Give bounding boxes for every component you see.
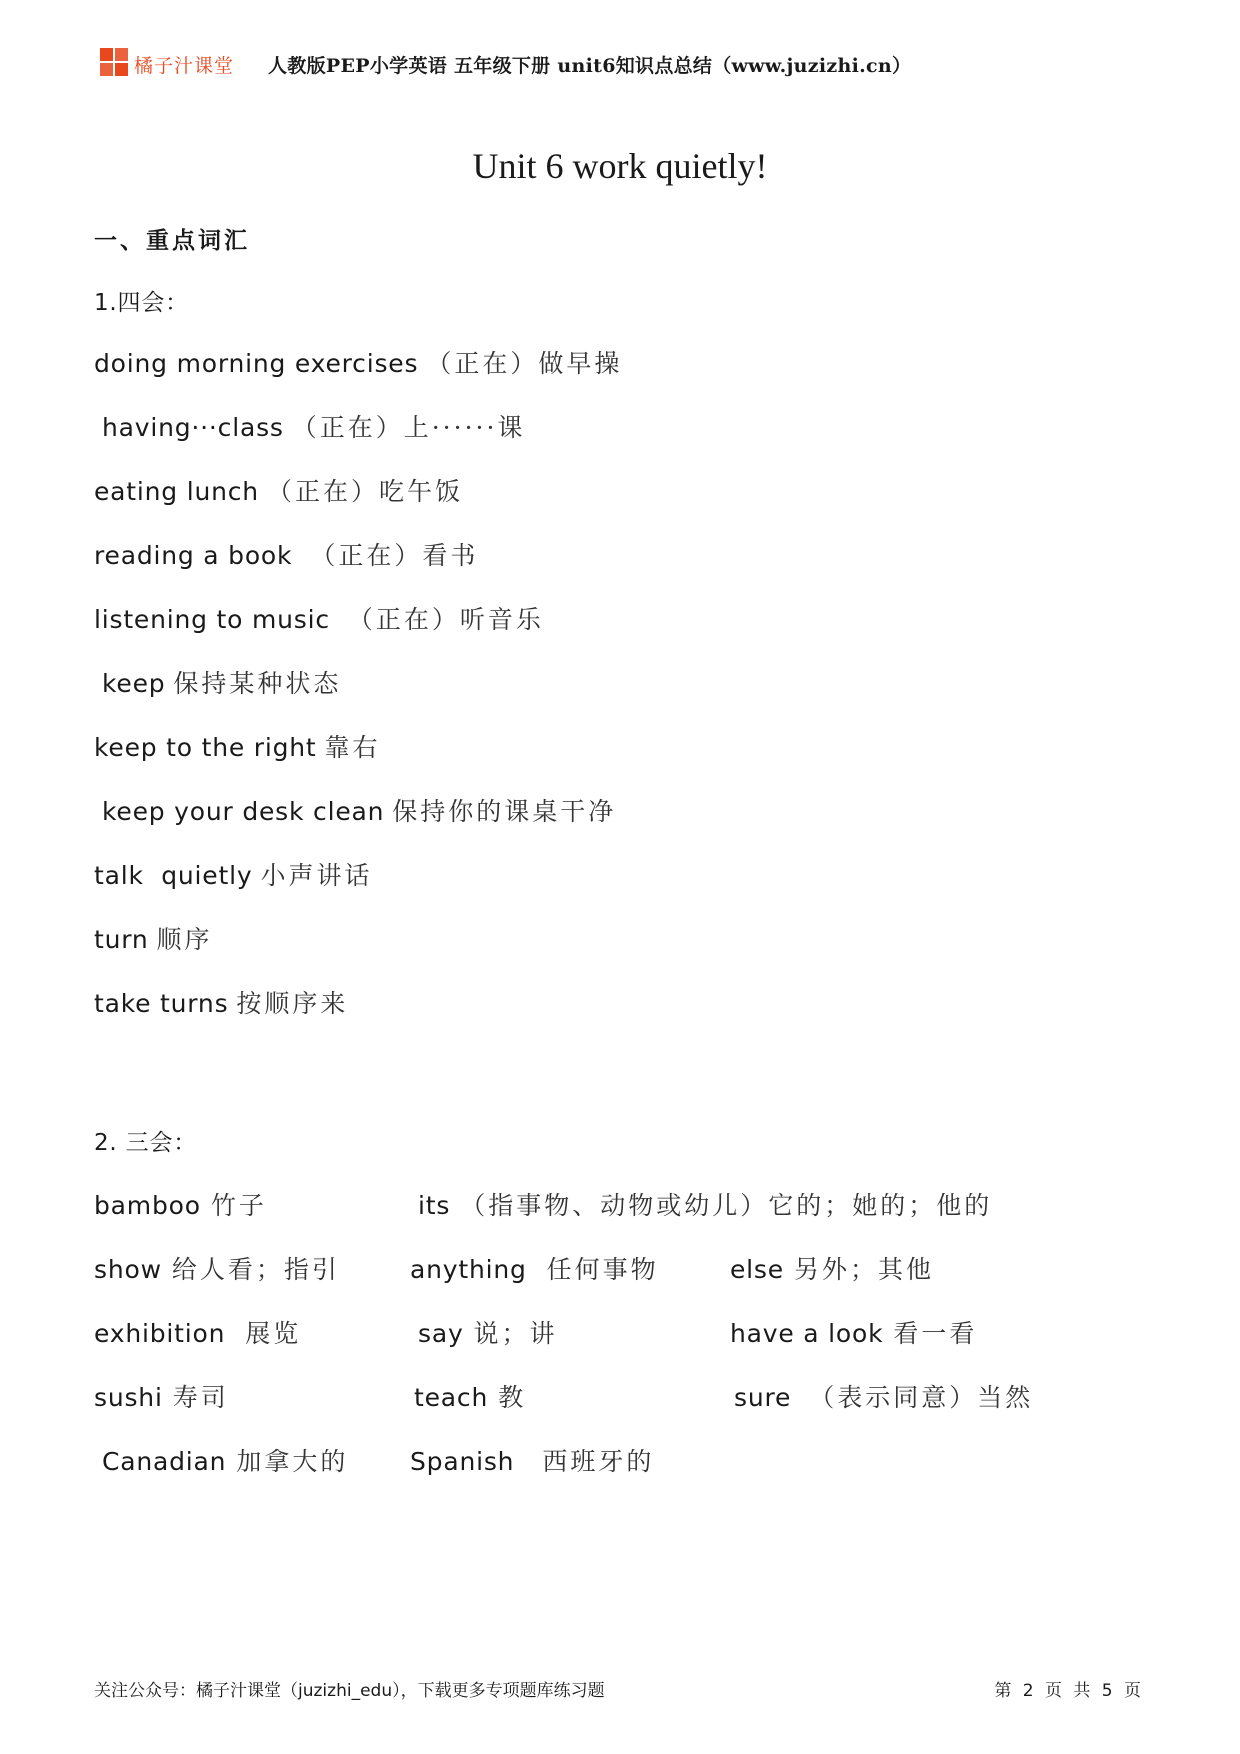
vocab-zh: 给人看；指引 (171, 1255, 340, 1284)
vocab-item (94, 536, 478, 572)
vocab-en: teach (414, 1383, 489, 1412)
vocab-item (102, 792, 616, 828)
vocab-en: its (418, 1191, 451, 1220)
document-title: Unit 6 work quietly! (472, 146, 768, 186)
vocab-cell (730, 1250, 934, 1286)
vocab-en: listening to music (94, 605, 330, 634)
vocab-item (94, 728, 381, 764)
vocab-cell (418, 1186, 992, 1222)
vocab-zh: （正在）做早操 (426, 349, 623, 378)
page-number: 第 2 页 共 5 页 (994, 1681, 1144, 1701)
vocab-cell (414, 1378, 526, 1414)
vocab-en: turn (94, 925, 149, 954)
vocab-zh: 任何事物 (546, 1255, 659, 1284)
vocab-zh: 小声讲话 (260, 861, 373, 890)
vocab-en: say (418, 1319, 464, 1348)
vocab-zh: （正在）上······课 (291, 413, 526, 442)
vocab-cell (102, 1442, 348, 1478)
vocab-zh: 说；讲 (473, 1319, 558, 1348)
vocab-cell (410, 1442, 654, 1478)
footer-note: 关注公众号：橘子汁课堂（juzizhi_edu），下载更多专项题库练习题 (94, 1681, 605, 1701)
vocab-item (94, 920, 213, 956)
vocab-zh: 寿司 (172, 1383, 229, 1412)
vocab-en: Spanish (410, 1447, 515, 1476)
vocab-cell (418, 1314, 558, 1350)
brand-logo-icon (100, 48, 130, 78)
vocab-en: doing morning exercises (94, 349, 419, 378)
vocab-en: else (730, 1255, 784, 1284)
vocab-zh: 竹子 (210, 1191, 267, 1220)
vocab-item (102, 664, 341, 700)
vocab-en: keep to the right (94, 733, 317, 762)
group2-label: 2. 三会： (94, 1130, 198, 1156)
vocab-item (94, 984, 348, 1020)
vocab-item (94, 856, 372, 892)
vocab-item (102, 408, 525, 444)
vocab-item (94, 472, 463, 508)
vocab-zh: 靠右 (324, 733, 381, 762)
vocab-item (94, 344, 622, 380)
page-header (100, 46, 1140, 80)
vocab-cell (734, 1378, 1033, 1414)
vocab-en: keep (102, 669, 166, 698)
vocab-cell (730, 1314, 977, 1350)
vocab-zh: 教 (498, 1383, 527, 1412)
vocab-zh: 顺序 (156, 925, 213, 954)
vocab-cell (94, 1378, 229, 1414)
vocab-cell (94, 1314, 301, 1350)
group1-label: 1.四会： (94, 290, 189, 316)
vocab-cell (94, 1250, 340, 1286)
vocab-zh: （正在）听音乐 (347, 605, 544, 634)
vocab-zh: 另外；其他 (793, 1255, 934, 1284)
vocab-zh: 西班牙的 (542, 1447, 655, 1476)
vocab-zh: 展览 (245, 1319, 302, 1348)
vocab-zh: （指事物、动物或幼儿）它的；她的；他的 (460, 1191, 993, 1220)
vocab-en: keep your desk clean (102, 797, 385, 826)
header-title: 人教版PEP小学英语 五年级下册 unit6知识点总结（www.juzizhi.cn） (268, 55, 912, 77)
vocab-zh: 保持你的课桌干净 (392, 797, 617, 826)
section-heading: 一、重点词汇 (94, 227, 250, 254)
vocab-en: take turns (94, 989, 229, 1018)
vocab-zh: 看一看 (893, 1319, 978, 1348)
vocab-zh: （正在）吃午饭 (266, 477, 463, 506)
vocab-cell (410, 1250, 659, 1286)
vocab-en: anything (410, 1255, 527, 1284)
vocab-en: having···class (102, 413, 284, 442)
vocab-en: sushi (94, 1383, 163, 1412)
vocab-en: eating lunch (94, 477, 259, 506)
vocab-zh: 按顺序来 (236, 989, 349, 1018)
vocab-zh: 保持某种状态 (173, 669, 342, 698)
vocab-zh: （正在）看书 (310, 541, 479, 570)
vocab-en: Canadian (102, 1447, 227, 1476)
vocab-en: show (94, 1255, 162, 1284)
vocab-en: talk quietly (94, 861, 253, 890)
vocab-en: have a look (730, 1319, 884, 1348)
vocab-en: bamboo (94, 1191, 201, 1220)
vocab-item (94, 600, 544, 636)
brand-name: 橘子汁课堂 (134, 55, 235, 77)
vocab-zh: （表示同意）当然 (809, 1383, 1034, 1412)
vocab-en: reading a book (94, 541, 293, 570)
vocab-cell (94, 1186, 267, 1222)
vocab-en: exhibition (94, 1319, 226, 1348)
vocab-zh: 加拿大的 (236, 1447, 349, 1476)
vocab-en: sure (734, 1383, 792, 1412)
